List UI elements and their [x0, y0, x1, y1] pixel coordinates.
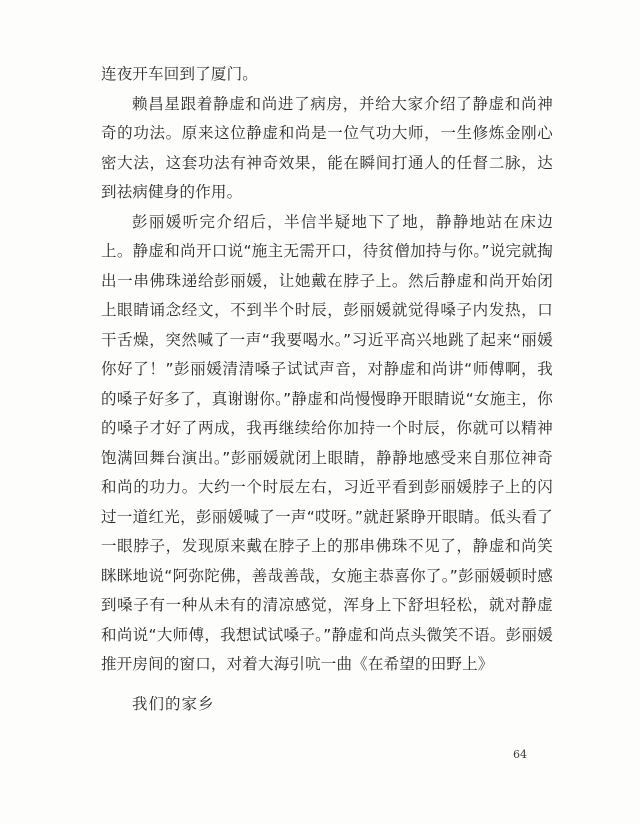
page-number: 64: [513, 748, 527, 761]
paragraph-3: 彭丽媛听完介绍后，半信半疑地下了地，静静地站在床边上。静虚和尚开口说“施主无需开口，待贫僧加持与你。”说完就掏出一串佛珠递给彭丽媛，让她戴在脖子上。然后静虚和尚开始闭上眼睛诵念经文，不到半个时辰，彭丽媛就觉得嗓子内发热，口干舌燥，突然喊了一声“我要喝水。”习近平高兴地跳了起来“丽媛你好了！”彭丽媛清清嗓子试试声音，对静虚和尚讲“师傅啊，我的嗓子好多了，真谢谢你。”静虚和尚慢慢睁开眼睛说“女施主，你的嗓子才好了两成，我再继续给你加持一个时辰，你就可以精神饱满回舞台演出。”彭丽媛就闭上眼睛，静静地感受来自那位神奇和尚的功力。大约一个时辰左右，习近平看到彭丽媛脖子上的闪过一道红光，彭丽媛喊了一声“哎呀。”就赶紧睁开眼睛。低头看了一眼脖子，发现原来戴在脖子上的那串佛珠不见了，静虚和尚笑眯眯地说“阿弥陀佛，善哉善哉，女施主恭喜你了。”彭丽媛顿时感到嗓子有一种从未有的清凉感觉，浑身上下舒坦轻松，就对静虚和尚说“大师傅，我想试试嗓子。”静虚和尚点头微笑不语。彭丽媛推开房间的窗口，对着大海引吭一曲《在希望的田野上》: [101, 212, 553, 673]
section-title: 我们的家乡: [132, 694, 215, 713]
paragraph-1: 连夜开车回到了厦门。: [101, 65, 259, 83]
paragraph-2: 赖昌星跟着静虚和尚进了病房，并给大家介绍了静虚和尚神奇的功法。原来这位静虚和尚是一位气功大师，一生修炼金刚心密大法，这套功法有神奇效果，能在瞬间打通人的任督二脉，达到祛病健身的作用。: [101, 94, 553, 201]
body-text: [101, 60, 553, 719]
